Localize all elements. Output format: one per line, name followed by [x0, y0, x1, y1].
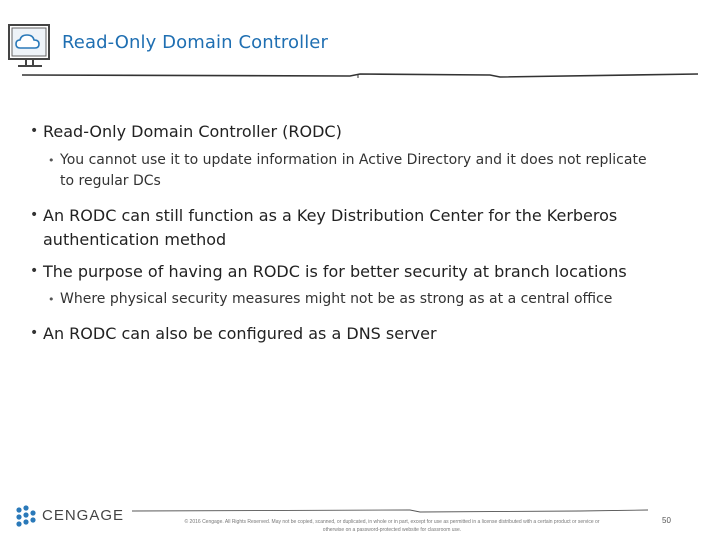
bullet-4: An RODC can also be configured as a DNS server [43, 324, 437, 343]
footer-rule [130, 506, 650, 516]
bullet-2-line1: An RODC can still function as a Key Distribution Center for the Kerberos [43, 206, 618, 225]
copyright-line-2: otherwise on a password-protected website for classroom use. [322, 527, 462, 533]
bullet-marker: • [30, 263, 39, 279]
page-number: 50 [662, 516, 671, 525]
bullet-2-line2: authentication method [43, 230, 227, 249]
cengage-logo-icon [14, 504, 38, 528]
slide-title: Read-Only Domain Controller [62, 32, 328, 53]
bullet-3: The purpose of having an RODC is for better security at branch locations [43, 262, 627, 281]
sub-bullet-1-line2: to regular DCs [60, 173, 161, 189]
sub-bullet-1-line1: You cannot use it to update information in Active Directory and it does not replicate [60, 152, 647, 168]
bullet-1: Read-Only Domain Controller (RODC) [43, 122, 342, 141]
sub-bullet-3: Where physical security measures might not be as strong as at a central office [60, 291, 613, 307]
cloud-monitor-icon [6, 22, 54, 72]
bullet-marker: • [30, 207, 39, 223]
bullet-marker: • [30, 123, 39, 139]
sub-bullet-marker: • [48, 293, 55, 306]
copyright-notice [142, 518, 642, 534]
bullet-marker: • [30, 325, 39, 341]
sub-bullet-marker: • [48, 154, 55, 167]
title-underline [20, 68, 700, 82]
cengage-wordmark: CENGAGE [42, 507, 125, 524]
copyright-line-1: © 2016 Cengage. All Rights Reserved. May not be copied, scanned, or duplicated, in whole or in part, except for use as permitted in a license distributed with a certain product or service or [184, 519, 600, 525]
